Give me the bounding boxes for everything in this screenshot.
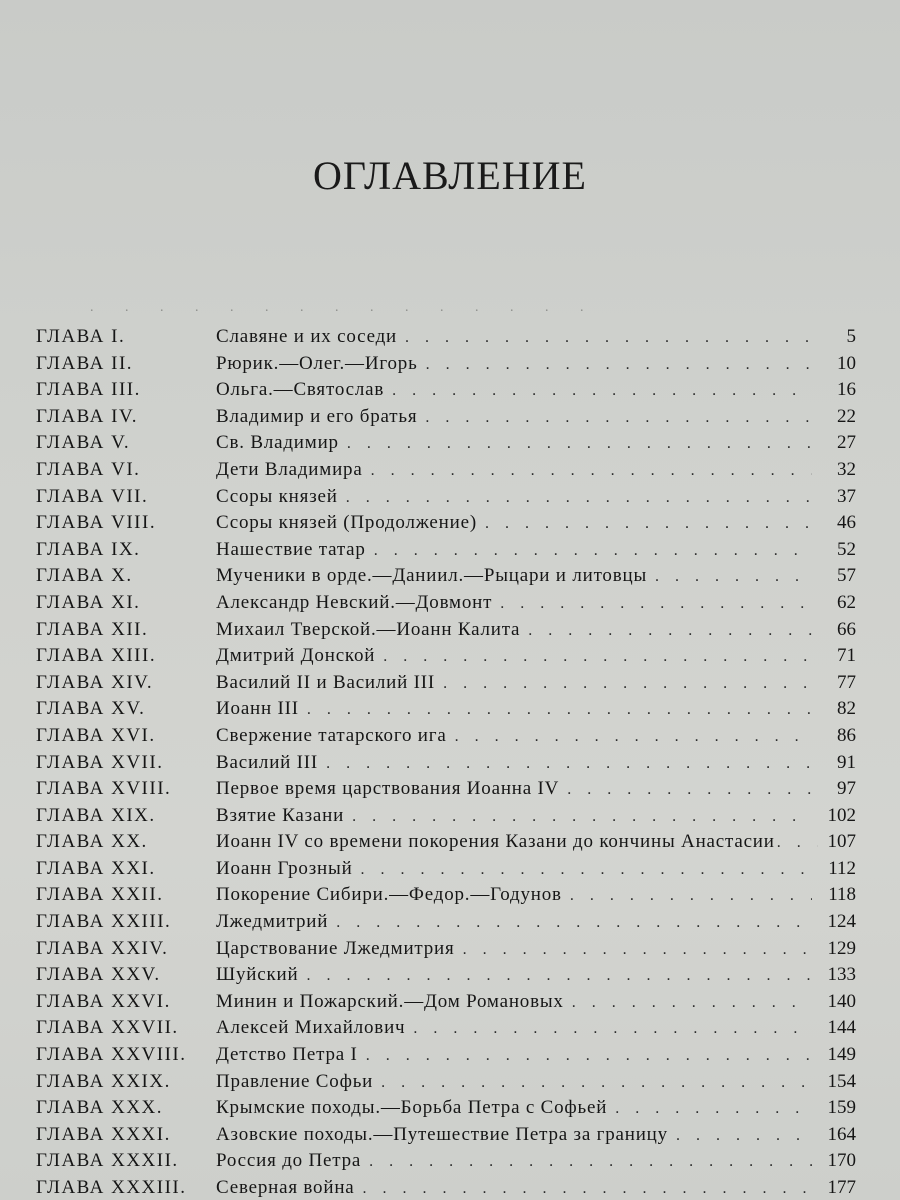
dot-leader xyxy=(443,671,812,698)
toc-entry xyxy=(36,962,856,989)
chapter-title-row xyxy=(216,1175,856,1200)
dot-leader xyxy=(425,405,812,432)
dot-leader xyxy=(615,1096,812,1123)
page-number: 86 xyxy=(837,724,856,746)
page-number: 66 xyxy=(837,618,856,640)
dot-leader xyxy=(485,511,812,538)
chapter-label: ГЛАВА XXIV. xyxy=(36,937,169,959)
chapter-label: ГЛАВА XXVI. xyxy=(36,990,171,1012)
chapter-title-row xyxy=(216,430,856,458)
page-title: ОГЛАВЛЕНИЕ xyxy=(313,153,587,198)
chapter-label: ГЛАВА VII. xyxy=(36,485,149,507)
page-number: 124 xyxy=(827,911,856,933)
chapter-title-row xyxy=(216,563,856,591)
toc-entry xyxy=(36,457,856,484)
chapter-title: Азовские походы.—Путешествие Петра за границу xyxy=(216,1123,668,1145)
chapter-label: ГЛАВА XII. xyxy=(36,618,149,640)
chapter-title-row xyxy=(216,1015,856,1043)
chapter-title-row xyxy=(216,457,856,485)
dot-leader xyxy=(463,937,812,964)
chapter-label: ГЛАВА XIV. xyxy=(36,671,154,693)
toc-entry xyxy=(36,617,856,644)
chapter-title: Иоанн Грозный xyxy=(216,857,353,879)
chapter-label: ГЛАВА I. xyxy=(36,326,126,347)
chapter-title: Иоанн IV со времени покорения Казани до кончины Анастасии xyxy=(216,831,775,853)
dot-leader xyxy=(500,591,812,618)
chapter-label: ГЛАВА VIII. xyxy=(36,512,157,534)
dot-leader xyxy=(413,1016,812,1043)
toc-entry xyxy=(36,1148,856,1175)
chapter-title: Василий II и Василий III xyxy=(216,671,436,693)
page-number: 154 xyxy=(827,1070,856,1092)
page-number: 52 xyxy=(837,538,856,560)
chapter-title-row xyxy=(216,776,856,804)
chapter-title: Шуйский xyxy=(216,964,299,986)
toc-entry xyxy=(36,1069,856,1096)
toc-entry xyxy=(36,1015,856,1042)
dot-leader xyxy=(346,485,812,512)
chapter-label: ГЛАВА XXIII. xyxy=(36,911,172,933)
page-number: 22 xyxy=(837,405,856,427)
page-number: 164 xyxy=(827,1123,856,1145)
chapter-title-row xyxy=(216,510,856,538)
decorative-dots: . . . . . . . . . . . . . . . xyxy=(90,300,598,315)
page-number: 77 xyxy=(837,671,856,693)
table-of-contents xyxy=(36,324,856,1200)
page-number: 144 xyxy=(827,1017,856,1039)
dot-leader xyxy=(336,910,812,937)
chapter-label: ГЛАВА XXIX. xyxy=(36,1070,171,1092)
chapter-label: ГЛАВА XVIII. xyxy=(36,778,172,800)
toc-entry xyxy=(36,351,856,378)
page-number: 112 xyxy=(828,857,856,879)
dot-leader xyxy=(352,804,812,831)
toc-entry xyxy=(36,803,856,830)
dot-leader xyxy=(405,325,812,352)
chapter-title: Александр Невский.—Довмонт xyxy=(216,591,493,613)
chapter-title-row xyxy=(216,803,856,831)
chapter-title-row xyxy=(216,537,856,565)
dot-leader xyxy=(777,830,818,857)
chapter-title-row xyxy=(216,1148,856,1176)
dot-leader xyxy=(383,644,812,671)
chapter-label: ГЛАВА V. xyxy=(36,432,131,454)
chapter-title-row xyxy=(216,909,856,937)
dot-leader xyxy=(570,883,812,910)
toc-entry xyxy=(36,723,856,750)
chapter-title: Василий III xyxy=(216,751,319,773)
chapter-label: ГЛАВА VI. xyxy=(36,458,141,480)
chapter-label: ГЛАВА XXI. xyxy=(36,857,156,879)
chapter-label: ГЛАВА XVI. xyxy=(36,724,156,746)
chapter-title: Св. Владимир xyxy=(216,432,339,454)
dot-leader xyxy=(369,1149,812,1176)
chapter-title: Лжедмитрий xyxy=(216,911,329,933)
dot-leader xyxy=(347,431,812,458)
toc-entry xyxy=(36,484,856,511)
chapter-label: ГЛАВА XIX. xyxy=(36,804,156,826)
chapter-label: ГЛАВА XI. xyxy=(36,591,141,613)
toc-entry xyxy=(36,1095,856,1122)
toc-entry xyxy=(36,750,856,777)
dot-leader xyxy=(371,458,812,485)
page-number: 107 xyxy=(827,831,856,853)
chapter-title-row xyxy=(216,1069,856,1097)
chapter-title-row xyxy=(216,404,856,432)
page-number: 5 xyxy=(846,326,856,347)
chapter-label: ГЛАВА XV. xyxy=(36,698,146,720)
chapter-label: ГЛАВА XXXII. xyxy=(36,1150,179,1172)
chapter-title-row xyxy=(216,989,856,1017)
toc-entry xyxy=(36,696,856,723)
chapter-label: ГЛАВА XXXI. xyxy=(36,1123,171,1145)
chapter-label: ГЛАВА XXII. xyxy=(36,884,164,906)
page-number: 37 xyxy=(837,485,856,507)
page-number: 16 xyxy=(837,379,856,401)
chapter-title-row xyxy=(216,750,856,778)
page-number: 177 xyxy=(827,1177,856,1198)
toc-entry xyxy=(36,643,856,670)
dot-leader xyxy=(426,352,812,379)
toc-entry xyxy=(36,1122,856,1149)
chapter-title-row xyxy=(216,696,856,724)
chapter-label: ГЛАВА XIII. xyxy=(36,645,157,667)
toc-entry xyxy=(36,776,856,803)
chapter-label: ГЛАВА XX. xyxy=(36,831,148,853)
chapter-label: ГЛАВА XVII. xyxy=(36,751,164,773)
chapter-label: ГЛАВА XXXIII. xyxy=(36,1177,187,1198)
chapter-title: Свержение татарского ига xyxy=(216,724,447,746)
chapter-label: ГЛАВА XXVII. xyxy=(36,1017,179,1039)
page-number: 140 xyxy=(827,990,856,1012)
dot-leader xyxy=(572,990,812,1017)
chapter-title: Дмитрий Донской xyxy=(216,645,376,667)
chapter-label: ГЛАВА IV. xyxy=(36,405,138,427)
toc-entry xyxy=(36,324,856,351)
dot-leader xyxy=(306,963,812,990)
chapter-title: Первое время царствования Иоанна IV xyxy=(216,778,560,800)
toc-entry xyxy=(36,882,856,909)
chapter-label: ГЛАВА II. xyxy=(36,352,134,374)
chapter-title: Мученики в орде.—Даниил.—Рыцари и литовцы xyxy=(216,565,648,587)
chapter-title: Минин и Пожарский.—Дом Романовых xyxy=(216,990,564,1012)
chapter-label: ГЛАВА XXX. xyxy=(36,1097,164,1119)
chapter-title-row xyxy=(216,936,856,964)
page-number: 149 xyxy=(827,1044,856,1066)
page-number: 133 xyxy=(827,964,856,986)
dot-leader xyxy=(326,751,812,778)
dot-leader xyxy=(307,697,812,724)
page-number: 97 xyxy=(837,778,856,800)
dot-leader xyxy=(374,538,812,565)
dot-leader xyxy=(567,777,812,804)
toc-entry xyxy=(36,1042,856,1069)
page-number: 102 xyxy=(827,804,856,826)
toc-entry xyxy=(36,670,856,697)
chapter-title-row xyxy=(216,723,856,751)
chapter-title: Царствование Лжедмитрия xyxy=(216,937,455,959)
chapter-title-row xyxy=(216,829,856,857)
dot-leader xyxy=(676,1123,812,1150)
chapter-title: Рюрик.—Олег.—Игорь xyxy=(216,352,418,374)
chapter-label: ГЛАВА XXV. xyxy=(36,964,161,986)
dot-leader xyxy=(366,1043,812,1070)
dot-leader xyxy=(361,857,812,884)
chapter-title: Ольга.—Святослав xyxy=(216,379,385,401)
chapter-title: Михаил Тверской.—Иоанн Калита xyxy=(216,618,521,640)
page-number: 32 xyxy=(837,458,856,480)
chapter-title-row xyxy=(216,1095,856,1123)
chapter-title-row xyxy=(216,484,856,512)
chapter-title-row xyxy=(216,377,856,405)
chapter-title: Взятие Казани xyxy=(216,804,345,826)
toc-entry xyxy=(36,829,856,856)
chapter-title: Покорение Сибири.—Федор.—Годунов xyxy=(216,884,562,906)
toc-entry xyxy=(36,510,856,537)
page-number: 10 xyxy=(837,352,856,374)
chapter-title: Детство Петра I xyxy=(216,1044,358,1066)
chapter-label: ГЛАВА III. xyxy=(36,379,141,401)
chapter-title: Алексей Михайлович xyxy=(216,1017,406,1039)
page-number: 159 xyxy=(827,1097,856,1119)
dot-leader xyxy=(655,564,812,591)
chapter-title-row xyxy=(216,1122,856,1150)
chapter-label: ГЛАВА XXVIII. xyxy=(36,1044,187,1066)
dot-leader xyxy=(455,724,812,751)
chapter-label: ГЛАВА IX. xyxy=(36,538,141,560)
page-number: 118 xyxy=(828,884,856,906)
toc-entry xyxy=(36,936,856,963)
page-number: 170 xyxy=(827,1150,856,1172)
chapter-title: Ссоры князей xyxy=(216,485,338,507)
page-number: 129 xyxy=(827,937,856,959)
chapter-title: Дети Владимира xyxy=(216,458,363,480)
chapter-title-row xyxy=(216,670,856,698)
chapter-title-row xyxy=(216,617,856,645)
dot-leader xyxy=(363,1176,812,1200)
chapter-title: Нашествие татар xyxy=(216,538,366,560)
page-number: 71 xyxy=(837,645,856,667)
toc-entry xyxy=(36,537,856,564)
chapter-title: Иоанн III xyxy=(216,698,299,720)
dot-leader xyxy=(381,1070,812,1097)
chapter-title-row xyxy=(216,590,856,618)
chapter-title: Правление Софьи xyxy=(216,1070,374,1092)
chapter-title-row xyxy=(216,962,856,990)
chapter-title: Крымские походы.—Борьба Петра с Софьей xyxy=(216,1097,608,1119)
chapter-title: Славяне и их соседи xyxy=(216,326,398,347)
chapter-title-row xyxy=(216,882,856,910)
toc-entry xyxy=(36,590,856,617)
chapter-title-row xyxy=(216,1042,856,1070)
chapter-title: Ссоры князей (Продолжение) xyxy=(216,512,477,534)
dot-leader xyxy=(392,378,812,405)
toc-entry xyxy=(36,989,856,1016)
chapter-title-row xyxy=(216,856,856,884)
page-number: 62 xyxy=(837,591,856,613)
chapter-title: Владимир и его братья xyxy=(216,405,418,427)
toc-entry xyxy=(36,404,856,431)
chapter-title-row xyxy=(216,324,856,352)
page-number: 57 xyxy=(837,565,856,587)
toc-entry xyxy=(36,377,856,404)
chapter-title: Россия до Петра xyxy=(216,1150,362,1172)
page-number: 82 xyxy=(837,698,856,720)
page-number: 46 xyxy=(837,512,856,534)
dot-leader xyxy=(528,618,812,645)
chapter-label: ГЛАВА X. xyxy=(36,565,133,587)
chapter-title: Северная война xyxy=(216,1177,355,1198)
toc-entry xyxy=(36,430,856,457)
chapter-title-row xyxy=(216,643,856,671)
toc-entry xyxy=(36,909,856,936)
toc-entry xyxy=(36,1175,856,1200)
chapter-title-row xyxy=(216,351,856,379)
page-number: 91 xyxy=(837,751,856,773)
toc-entry xyxy=(36,856,856,883)
toc-entry xyxy=(36,563,856,590)
page-number: 27 xyxy=(837,432,856,454)
